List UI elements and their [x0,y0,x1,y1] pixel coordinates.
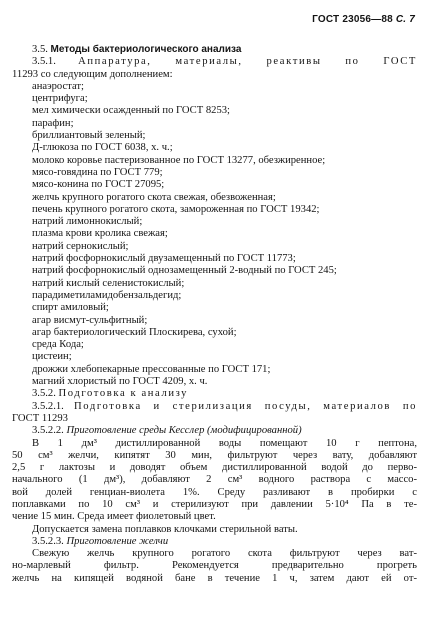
paragraph-line: но-марлевый фильтр. Рекомендуется предварительно прогреть [12,560,417,572]
section-3-5-1-title: Аппаратура, материалы, реактивы по ГОСТ [78,56,417,68]
list-item: парафин; [32,117,74,129]
paragraph-line: 50 см³ желчи, кипятят 30 мин, фильтруют через вату, добавляют [12,449,417,461]
section-3-5-2-heading: 3.5.2. Подготовка к анализу [32,388,189,400]
section-3-5-2-3-title: Приготовление желчи [66,535,169,547]
list-item: магний хлористый по ГОСТ 4209, х. ч. [32,376,208,388]
section-3-5-2-1-line: 3.5.2.1. Подготовка и стерилизация посуды, материалов по [32,400,417,412]
section-3-5-1-continuation: 11293 со следующим дополнением: [12,68,173,80]
list-item: мясо-говядина по ГОСТ 779; [32,166,163,178]
list-item: плазма крови кролика свежая; [32,228,168,240]
page-header [312,14,415,25]
list-item: натрий сернокислый; [32,240,129,252]
standard-number: ГОСТ 23056—88 [312,14,393,25]
paragraph-line: начального (1 дм³), добавляют 2 см³ водного раствора с массо- [12,474,417,486]
paragraph-line: желчь на кипящей водяной бане в течение 1 ч, затем дают ей от- [12,572,417,584]
list-item: агар бактериологический Плоскирева, сухой; [32,326,237,338]
list-item: Д-глюкоза по ГОСТ 6038, х. ч.; [32,142,173,154]
list-item: натрий фосфорнокислый двузамещенный по ГОСТ 11773; [32,253,296,265]
document-body [12,44,417,585]
list-item: анаэростат; [32,80,84,92]
list-item: центрифуга; [32,93,88,105]
list-item: агар висмут-сульфитный; [32,314,148,326]
list-item: спирт амиловый; [32,302,109,314]
list-item: цистеин; [32,351,72,363]
list-item: натрий фосфорнокислый однозамещенный 2-водный по ГОСТ 245; [32,265,337,277]
section-3-5-2-2-title: Приготовление среды Кесслер (модифицированной) [66,425,302,437]
list-item: мясо-конина по ГОСТ 27095; [32,179,165,191]
section-3-5-1-heading: 3.5.1. Аппаратура, материалы, реактивы по ГОСТ [32,56,417,68]
section-3-5-title: Методы бактериологического анализа [50,44,242,55]
list-item: молоко коровье пастеризованное по ГОСТ 13277, обезжиренное; [32,154,326,166]
paragraph-line: Свежую желчь крупного рогатого скота фильтруют через ват- [32,548,417,560]
section-3-5-2-2-heading: 3.5.2.2. Приготовление среды Кесслер (модифицированной) [32,425,302,437]
section-3-5-2-1-title: Подготовка и стерилизация посуды, материалов по [74,400,417,412]
list-item: желчь крупного рогатого скота свежая, обезвоженная; [32,191,276,203]
paragraph-line: поплавками по 10 см³ и стерилизуют при давлении 5·10⁴ Па в те- [12,498,417,510]
list-item: бриллиантовый зеленый; [32,130,146,142]
list-item: парадиметиламидобензальдегид; [32,289,182,301]
page-number: С. 7 [395,14,415,25]
section-3-5-2-1-line: ГОСТ 11293 [12,412,68,424]
paragraph-line: 2,5 г лактозы и доводят объем дистиллированной водой до перво- [12,462,417,474]
list-item: натрий кислый селенистокислый; [32,277,185,289]
section-3-5-2-3-heading: 3.5.2.3. Приготовление желчи [32,535,169,547]
list-item: печень крупного рогатого скота, замороженная по ГОСТ 19342; [32,203,320,215]
materials-list [12,81,417,388]
paragraph-line: чение 15 мин. Среда имеет фиолетовый цвет. [12,511,216,523]
section-3-5-2-title: Подготовка к анализу [58,388,189,400]
note-line: Допускается замена поплавков клочками стерильной ваты. [32,523,298,535]
paragraph-line: вой долей генциан-виолета 1%. Среду разливают в пробирки с [12,486,417,498]
list-item: среда Кода; [32,339,84,351]
list-item: натрий лимоннокислый; [32,216,143,228]
paragraph-line: В 1 дм³ дистиллированной воды помещают 10 г пептона, [32,437,417,449]
list-item: дрожжи хлебопекарные прессованные по ГОСТ 171; [32,363,271,375]
list-item: мел химически осажденный по ГОСТ 8253; [32,105,230,117]
section-3-5-heading: 3.5. Методы бактериологического анализа [32,44,242,55]
